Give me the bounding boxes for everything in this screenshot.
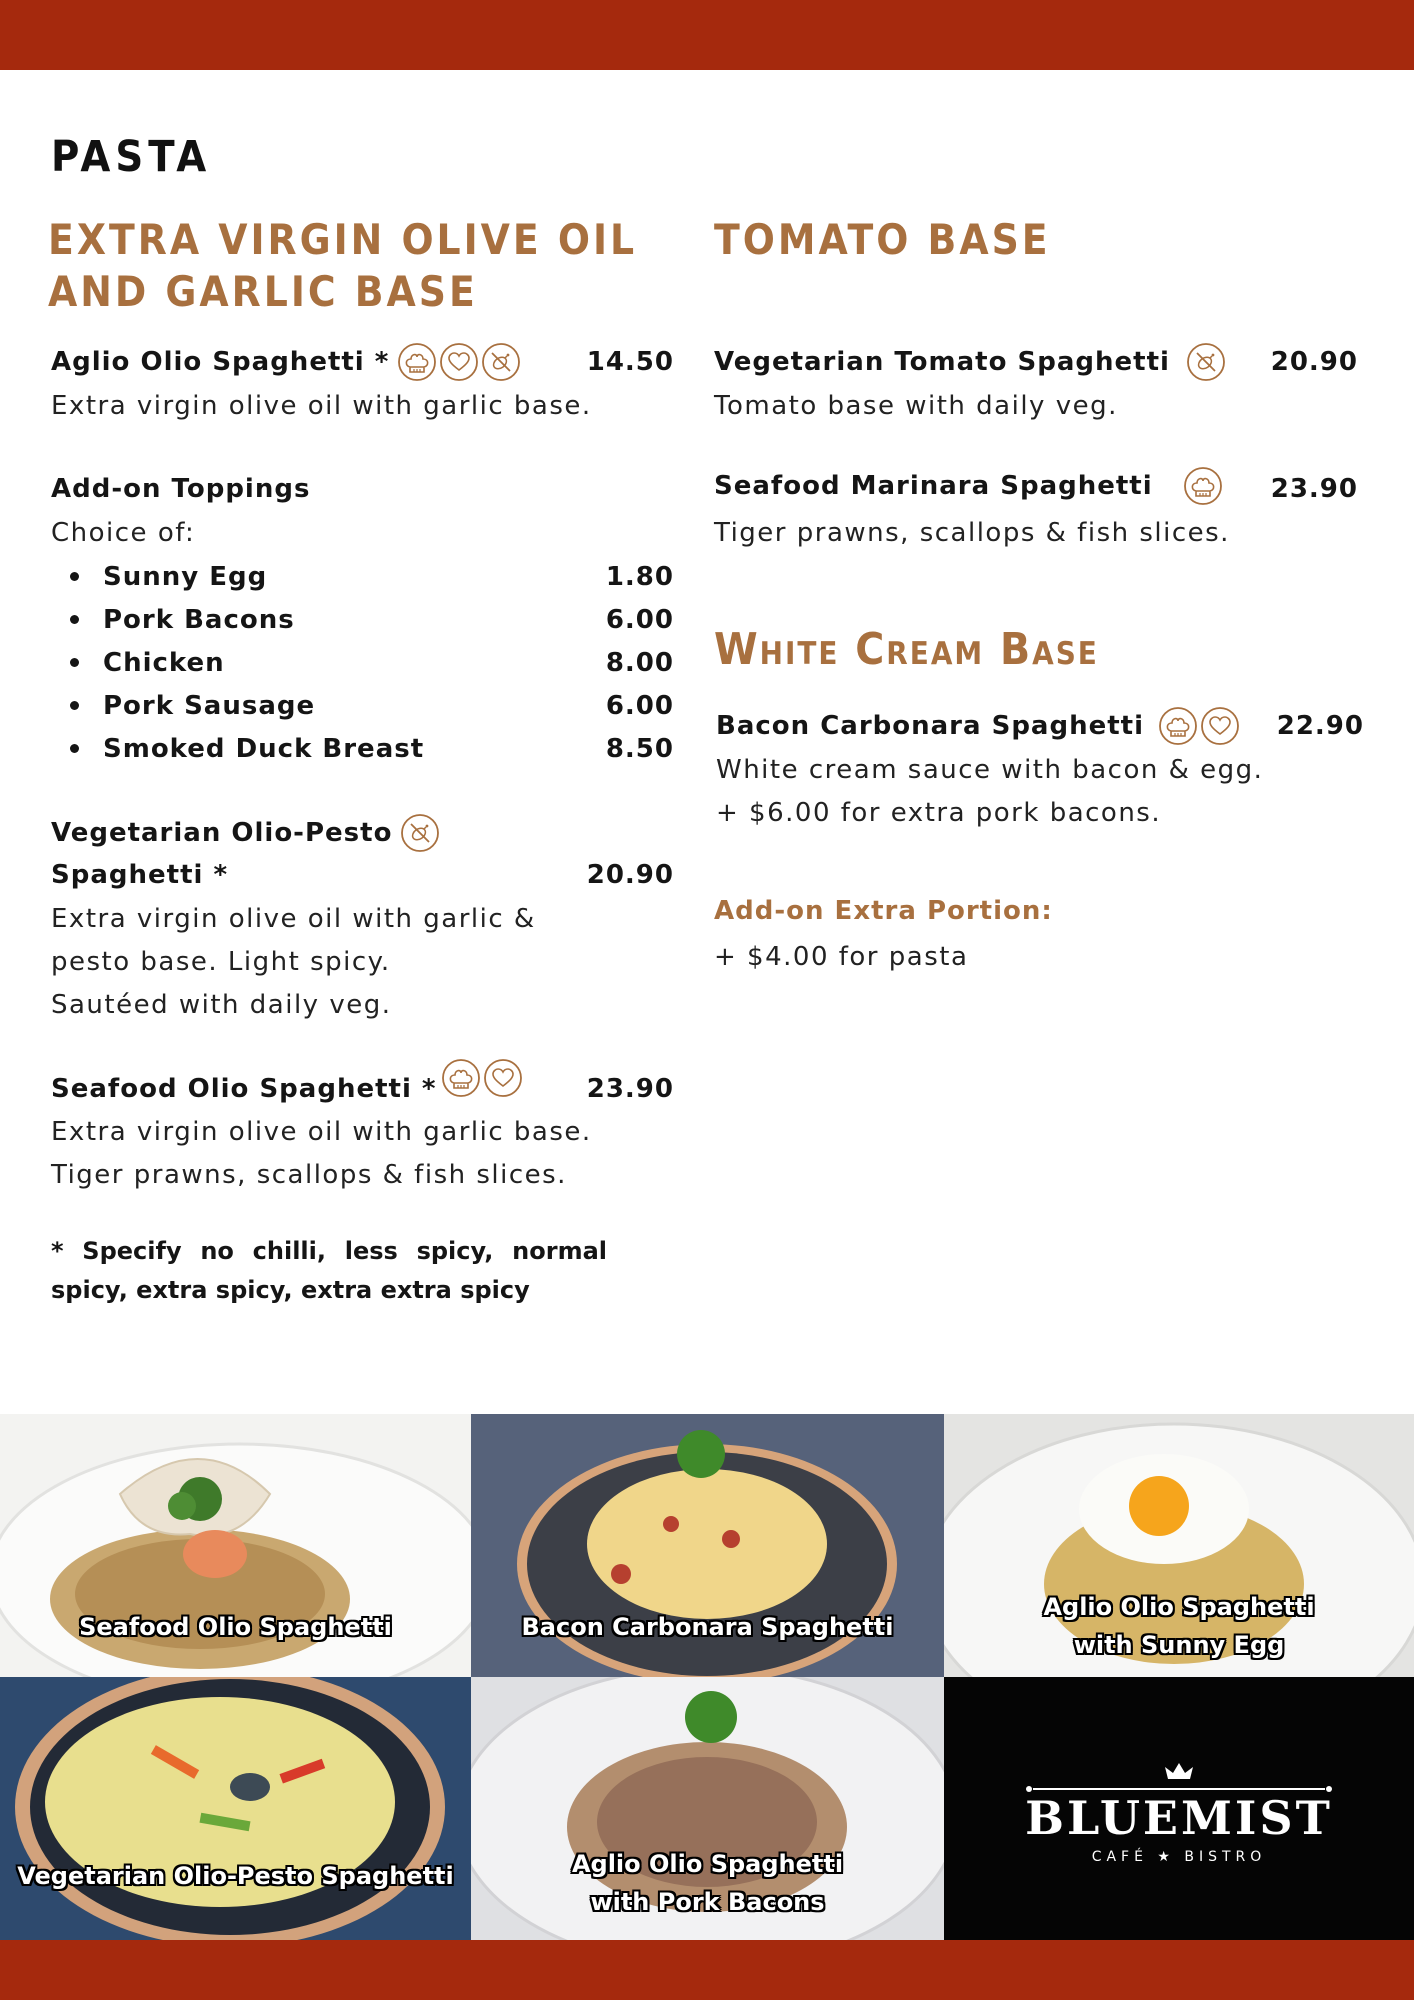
photo-seafood-olio — [0, 1414, 471, 1677]
topping-name: Sunny Egg — [103, 561, 268, 592]
item-price: 20.90 — [1270, 347, 1358, 377]
topping-price: 8.00 — [605, 647, 674, 678]
spice-note: * Specify no chilli, less spicy, normal spicy, extra spicy, extra extra spicy — [51, 1237, 607, 1304]
cream-section-heading: White Cream Base — [714, 624, 1099, 675]
heart-icon — [483, 1058, 523, 1098]
item-price: 20.90 — [586, 860, 674, 890]
item-description: Extra virgin olive oil with garlic base. — [51, 391, 592, 421]
tomato-section-heading: TOMATO BASE — [714, 215, 1051, 264]
chef-hat-icon — [1158, 706, 1198, 746]
photo-caption: Bacon Carbonara Spaghetti — [521, 1613, 894, 1641]
menu-item-marinara — [714, 466, 1223, 506]
heart-icon — [439, 342, 479, 382]
item-description: Sautéed with daily veg. — [51, 990, 392, 1020]
no-meat-icon — [400, 813, 440, 853]
list-item — [70, 555, 674, 598]
caption-line: Aglio Olio Spaghetti — [1043, 1593, 1315, 1621]
item-name: Seafood Marinara Spaghetti — [714, 471, 1153, 501]
photo-aglio-pork-bacons — [471, 1677, 944, 1940]
menu-item-seafood-olio — [51, 1052, 523, 1104]
item-price: 23.90 — [1270, 474, 1358, 504]
item-name-continued: Spaghetti * — [51, 860, 229, 890]
item-price: 22.90 — [1276, 711, 1364, 741]
list-item — [70, 727, 674, 770]
caption-line: Aglio Olio Spaghetti — [571, 1850, 844, 1878]
photo-caption: Vegetarian Olio-Pesto Spaghetti — [17, 1862, 454, 1890]
topping-name: Smoked Duck Breast — [103, 733, 425, 764]
toppings-heading: Add-on Toppings — [51, 474, 311, 504]
item-description: Tomato base with daily veg. — [714, 391, 1118, 421]
item-description: Tiger prawns, scallops & fish slices. — [51, 1160, 567, 1190]
chef-hat-icon — [397, 342, 437, 382]
extra-portion-heading: Add-on Extra Portion: — [714, 896, 1053, 926]
menu-item-pesto — [51, 813, 440, 853]
page-title: PASTA — [51, 132, 212, 182]
photo-caption — [944, 1588, 1414, 1664]
chef-hat-icon — [441, 1058, 481, 1098]
olive-oil-section-heading — [48, 214, 637, 318]
extra-portion-text: + $4.00 for pasta — [714, 942, 969, 972]
pasta-photo — [0, 1677, 471, 1940]
topping-price: 8.50 — [605, 733, 674, 764]
topping-name: Chicken — [103, 647, 225, 678]
bottom-band — [0, 1940, 1414, 2000]
item-description: Extra virgin olive oil with garlic base. — [51, 1117, 592, 1147]
item-description: pesto base. Light spicy. — [51, 947, 391, 977]
item-name: Vegetarian Olio-Pesto — [51, 818, 393, 848]
top-band — [0, 0, 1414, 70]
item-description: White cream sauce with bacon & egg. — [716, 755, 1264, 785]
menu-item-carbonara — [716, 706, 1240, 746]
topping-price: 6.00 — [605, 604, 674, 635]
menu-item-aglio-olio — [51, 342, 521, 382]
toppings-list — [70, 555, 674, 770]
caption-line: with Pork Bacons — [590, 1888, 825, 1916]
brand-logo-panel — [944, 1677, 1414, 1940]
heading-line: AND GARLIC BASE — [48, 267, 478, 316]
photo-caption — [471, 1845, 944, 1921]
no-meat-icon — [481, 342, 521, 382]
item-description: Tiger prawns, scallops & fish slices. — [714, 518, 1230, 548]
heading-line: EXTRA VIRGIN OLIVE OIL — [48, 215, 638, 264]
brand-tagline: CAFÉ ★ BISTRO — [1091, 1849, 1267, 1865]
chef-hat-icon — [1183, 466, 1223, 506]
item-description: + $6.00 for extra pork bacons. — [716, 798, 1162, 828]
list-item — [70, 598, 674, 641]
topping-price: 6.00 — [605, 690, 674, 721]
item-price: 23.90 — [586, 1074, 674, 1104]
brand-name: BLUEMIST — [1025, 1791, 1333, 1845]
item-name: Bacon Carbonara Spaghetti — [716, 711, 1144, 741]
photo-caption: Seafood Olio Spaghetti — [79, 1613, 392, 1641]
photo-aglio-sunny-egg — [944, 1414, 1414, 1677]
item-name: Aglio Olio Spaghetti * — [51, 347, 390, 377]
topping-name: Pork Bacons — [103, 604, 295, 635]
caption-line: with Sunny Egg — [1073, 1631, 1285, 1659]
item-name: Vegetarian Tomato Spaghetti — [714, 347, 1170, 377]
photo-carbonara — [471, 1414, 944, 1677]
topping-name: Pork Sausage — [103, 690, 316, 721]
list-item — [70, 641, 674, 684]
menu-item-veg-tomato — [714, 342, 1226, 382]
item-price: 14.50 — [586, 347, 674, 377]
topping-price: 1.80 — [605, 561, 674, 592]
item-description: Extra virgin olive oil with garlic & — [51, 904, 536, 934]
toppings-intro: Choice of: — [51, 518, 196, 548]
list-item — [70, 684, 674, 727]
item-name: Seafood Olio Spaghetti * — [51, 1074, 437, 1104]
photo-veg-olio-pesto — [0, 1677, 471, 1940]
